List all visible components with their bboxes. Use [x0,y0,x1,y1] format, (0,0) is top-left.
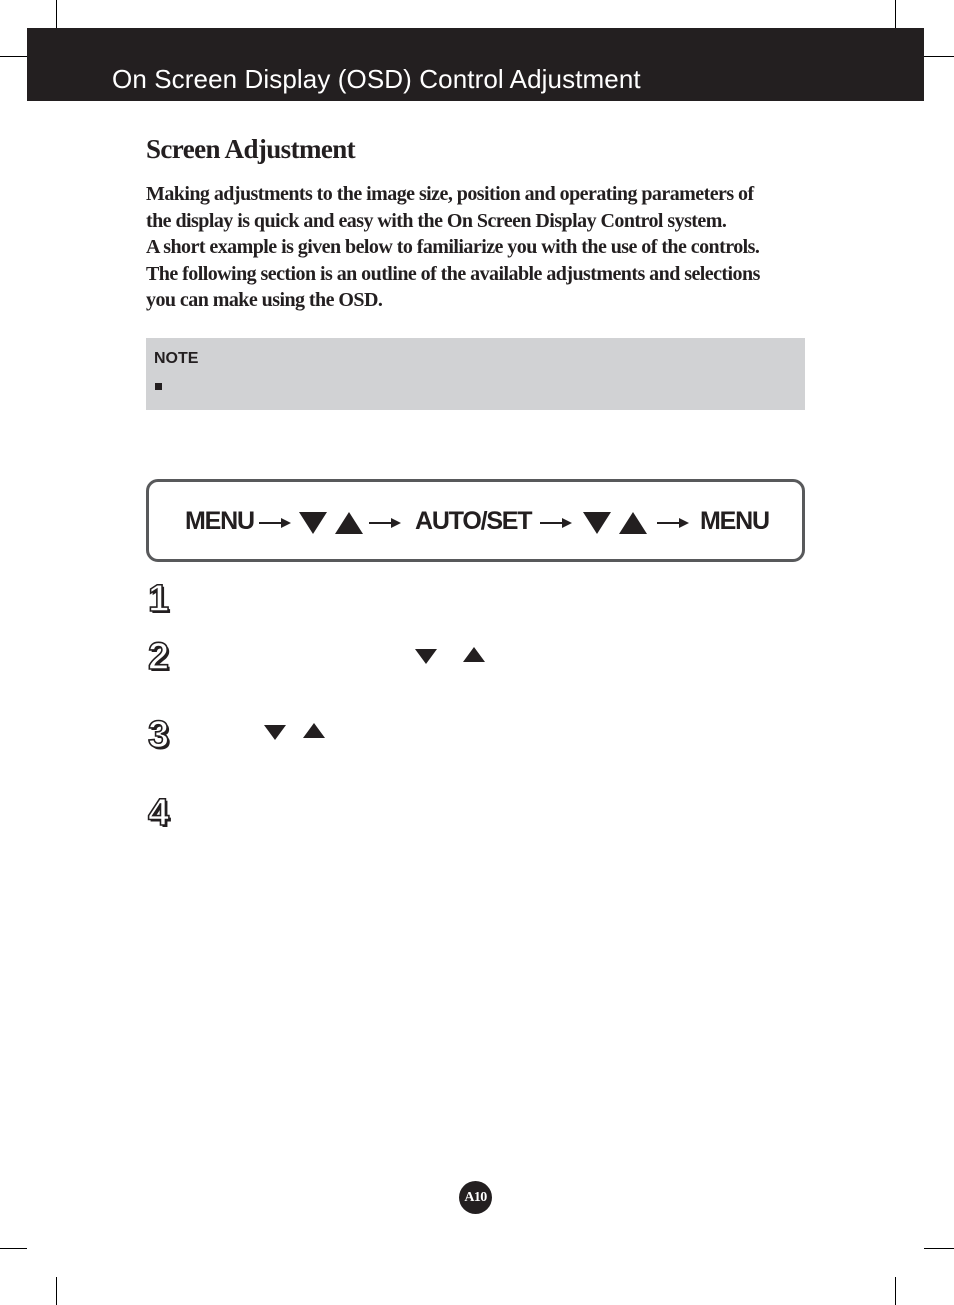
note-label: NOTE [154,350,199,367]
crop-mark [0,1248,27,1249]
bullet-icon [155,383,162,390]
section-title: Screen Adjustment [146,134,356,164]
intro-line: you can make using the OSD. [146,289,383,311]
up-triangle-icon [335,512,363,534]
down-triangle-icon [299,512,327,534]
osd-flow-diagram [146,479,805,562]
intro-line: A short example is given below to familiarize you with the use of the controls. [146,236,760,258]
page-number-badge: A10 [459,1181,492,1214]
up-triangle-icon [463,647,485,662]
flow-auto-set-label: AUTO/SET [415,507,532,535]
crop-mark [0,56,27,57]
intro-line: Making adjustments to the image size, position and operating parameters of [146,183,754,205]
step-number: 3 [148,714,170,756]
crop-mark [924,56,954,57]
flow-menu-end-label: MENU [700,507,769,535]
flow-menu-label: MENU [185,507,254,535]
crop-mark [924,1248,954,1249]
down-triangle-icon [415,649,437,664]
step-number: 2 [148,636,170,678]
crop-mark [895,0,896,28]
page-header-title: On Screen Display (OSD) Control Adjustment [112,64,641,94]
down-triangle-icon [583,512,611,534]
up-triangle-icon [619,512,647,534]
crop-mark [56,0,57,28]
intro-paragraph [146,181,826,314]
intro-line: The following section is an outline of the available adjustments and selections [146,262,760,285]
crop-mark [56,1277,57,1305]
up-triangle-icon [303,723,325,738]
intro-line: the display is quick and easy with the On Screen Display Control system. [146,209,727,232]
crop-mark [895,1277,896,1305]
step-number: 4 [148,792,170,834]
down-triangle-icon [264,725,286,740]
note-box [146,338,805,410]
step-number: 1 [148,578,170,620]
